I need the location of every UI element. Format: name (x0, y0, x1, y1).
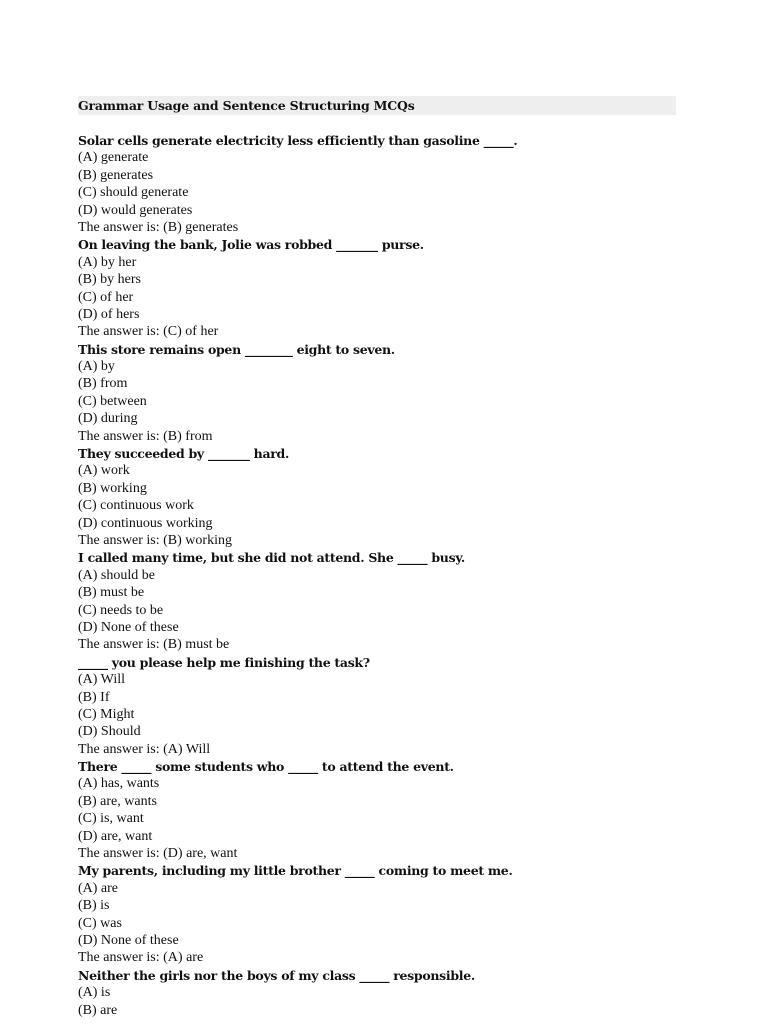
option-b: (B) are (78, 1002, 118, 1018)
question-text: My parents, including my little brother _____ coming to meet me. (78, 863, 513, 879)
document-heading: Grammar Usage and Sentence Structuring MCQs (78, 96, 676, 115)
question-block (78, 549, 676, 653)
question-block (78, 654, 676, 758)
option-a: (A) should be (78, 567, 155, 583)
option-b: (B) If (78, 689, 110, 705)
option-b: (B) working (78, 480, 147, 496)
question-text: There _____ some students who _____ to attend the event. (78, 759, 454, 775)
option-c: (C) of her (78, 289, 134, 305)
option-c: (C) is, want (78, 811, 144, 827)
option-c: (C) continuous work (78, 498, 194, 514)
option-a: (A) has, wants (78, 776, 160, 792)
option-d: (D) are, want (78, 828, 153, 844)
question-block (78, 236, 676, 340)
option-b: (B) are, wants (78, 793, 157, 809)
answer-text: The answer is: (D) are, want (78, 846, 238, 862)
answer-text: The answer is: (A) Will (78, 741, 211, 757)
option-c: (C) was (78, 915, 122, 931)
option-c: (C) Might (78, 706, 135, 722)
question-block (78, 445, 676, 549)
answer-text: The answer is: (A) are (78, 950, 204, 966)
option-d: (D) during (78, 411, 138, 427)
question-text: _____ you please help me finishing the task? (78, 654, 370, 670)
question-text: I called many time, but she did not attend. She _____ busy. (78, 550, 465, 566)
option-a: (A) work (78, 463, 130, 479)
question-block (78, 758, 676, 862)
option-a: (A) Will (78, 672, 126, 688)
answer-text: The answer is: (B) generates (78, 219, 239, 235)
question-text: This store remains open ________ eight to seven. (78, 341, 395, 357)
answer-text: The answer is: (C) of her (78, 324, 219, 340)
option-d: (D) Should (78, 724, 141, 740)
option-c: (C) should generate (78, 185, 189, 201)
option-d: (D) would generates (78, 202, 193, 218)
question-text: On leaving the bank, Jolie was robbed _______ purse. (78, 237, 424, 253)
question-text: Solar cells generate electricity less efficiently than gasoline _____. (78, 133, 518, 148)
answer-text: The answer is: (B) from (78, 428, 213, 444)
option-b: (B) is (78, 898, 110, 914)
answer-text: The answer is: (B) working (78, 532, 232, 548)
option-b: (B) from (78, 376, 128, 392)
question-block (78, 132, 676, 236)
question-block (78, 341, 676, 445)
option-a: (A) generate (78, 150, 149, 166)
answer-text: The answer is: (B) must be (78, 637, 230, 653)
question-block (78, 862, 676, 966)
option-d: (D) of hers (78, 306, 140, 322)
option-a: (A) is (78, 985, 111, 1001)
option-b: (B) must be (78, 585, 145, 601)
question-block (78, 967, 676, 1019)
question-list (78, 132, 676, 1019)
document-page (78, 96, 676, 1019)
option-a: (A) are (78, 880, 119, 896)
option-b: (B) by hers (78, 272, 141, 288)
option-a: (A) by (78, 359, 115, 375)
question-text: They succeeded by _______ hard. (78, 446, 290, 462)
question-text: Neither the girls nor the boys of my class _____ responsible. (78, 967, 475, 983)
option-c: (C) needs to be (78, 602, 164, 618)
option-b: (B) generates (78, 167, 154, 183)
option-d: (D) None of these (78, 932, 179, 948)
option-c: (C) between (78, 393, 147, 409)
option-d: (D) None of these (78, 619, 179, 635)
option-a: (A) by her (78, 254, 137, 270)
option-d: (D) continuous working (78, 515, 213, 531)
